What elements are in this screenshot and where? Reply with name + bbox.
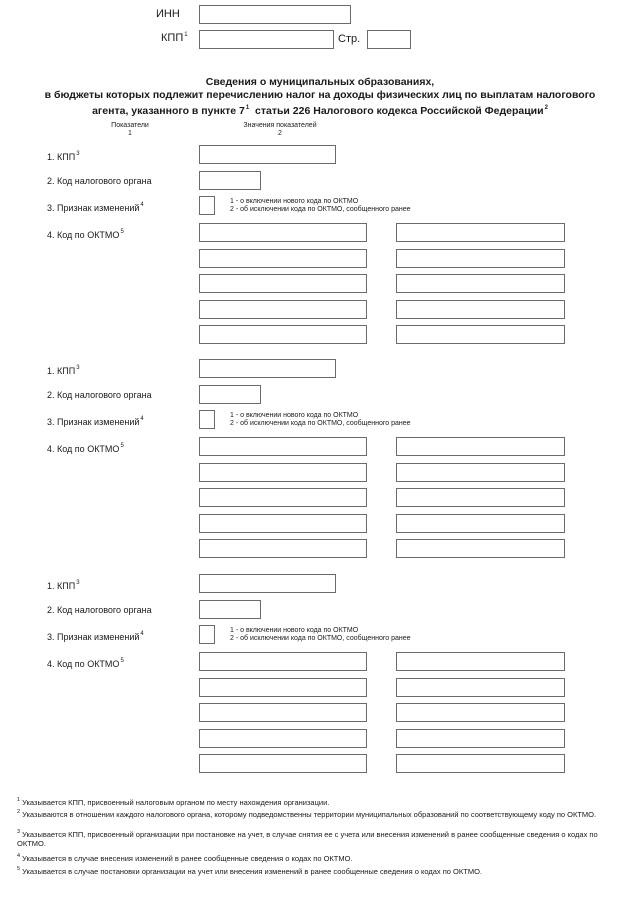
oktmo-field[interactable] [396, 325, 565, 344]
oktmo-field[interactable] [199, 249, 367, 268]
kpp-field[interactable] [199, 574, 336, 593]
oktmo-field[interactable] [396, 703, 565, 722]
footnote: $^1$ Указывается КПП, присвоенный налоговым органом по месту нахождения организации. [17, 797, 330, 807]
change-sign-hint: 1 - о включении нового кода по ОКТМО 2 - об исключении кода по ОКТМО, сообщенного ранее [230, 198, 411, 213]
form-title-line3: агента, указанного в пункте $7^1$ статьи 226 Налогового кодекса Российской Федерации$^2$ [92, 105, 548, 117]
tax-authority-code-label: 2. Код налогового органа [47, 390, 152, 400]
oktmo-field[interactable] [396, 437, 565, 456]
oktmo-field[interactable] [199, 652, 367, 671]
tax-authority-code-field[interactable] [199, 385, 261, 404]
tax-authority-code-field[interactable] [199, 171, 261, 190]
footnote: $^4$ Указывается в случае внесения изменений в ранее сообщенные сведения о кодах по ОКТМО. [17, 853, 353, 863]
oktmo-field[interactable] [199, 463, 367, 482]
change-sign-field[interactable] [199, 625, 215, 644]
tax-authority-code-label: 2. Код налогового органа [47, 176, 152, 186]
footnote: $^2$ Указываются в отношении каждого налогового органа, которому подведомственны территории муниципальных образований по соответствующему коду по ОКТМО. [17, 809, 597, 819]
change-sign-label: 3. Признак изменений$^4$ [47, 631, 144, 642]
column-indicators-header: Показатели 1 [111, 122, 149, 137]
oktmo-field[interactable] [396, 249, 565, 268]
oktmo-field[interactable] [199, 539, 367, 558]
oktmo-field[interactable] [396, 488, 565, 507]
kpp-label: 1. КПП$^3$ [47, 365, 80, 376]
kpp-label: 1. КПП$^3$ [47, 151, 80, 162]
oktmo-field[interactable] [396, 463, 565, 482]
oktmo-field[interactable] [199, 729, 367, 748]
inn-field[interactable] [199, 5, 351, 24]
oktmo-field[interactable] [199, 325, 367, 344]
oktmo-field[interactable] [199, 437, 367, 456]
kpp-field[interactable] [199, 145, 336, 164]
change-sign-hint: 1 - о включении нового кода по ОКТМО 2 - об исключении кода по ОКТМО, сообщенного ранее [230, 627, 411, 642]
form-title-line2: в бюджеты которых подлежит перечислению налог на доходы физических лиц по выплатам налогового [44, 89, 596, 101]
oktmo-field[interactable] [199, 678, 367, 697]
inn-label: ИНН [156, 8, 180, 20]
oktmo-field[interactable] [199, 274, 367, 293]
oktmo-field[interactable] [396, 652, 565, 671]
page-number-field[interactable] [367, 30, 411, 49]
change-sign-label: 3. Признак изменений$^4$ [47, 416, 144, 427]
form-title-line1: Сведения о муниципальных образованиях, [205, 76, 435, 88]
footnote: $^3$ Указывается КПП, присвоенный организации при постановке на учет, в случае снятия ее с учета или внесения изменений в ранее сообщенные сведения о кодах по ОКТМО. [17, 829, 598, 848]
oktmo-field[interactable] [199, 300, 367, 319]
oktmo-field[interactable] [396, 729, 565, 748]
oktmo-field[interactable] [396, 274, 565, 293]
oktmo-field[interactable] [396, 754, 565, 773]
change-sign-field[interactable] [199, 410, 215, 429]
change-sign-field[interactable] [199, 196, 215, 215]
change-sign-label: 3. Признак изменений$^4$ [47, 202, 144, 213]
footnote: $^5$ Указывается в случае постановки организации на учет или внесения изменений в ранее сообщенные сведения о кодах по ОКТМО. [17, 866, 483, 876]
kpp-header-label: КПП$^1$ [161, 32, 188, 44]
oktmo-label: 4. Код по ОКТМО$^5$ [47, 658, 124, 669]
kpp-header-field[interactable] [199, 30, 334, 49]
oktmo-field[interactable] [199, 488, 367, 507]
oktmo-field[interactable] [396, 514, 565, 533]
oktmo-field[interactable] [396, 539, 565, 558]
column-values-header: Значения показателей 2 [243, 122, 317, 137]
oktmo-field[interactable] [199, 514, 367, 533]
oktmo-label: 4. Код по ОКТМО$^5$ [47, 229, 124, 240]
oktmo-field[interactable] [396, 223, 565, 242]
kpp-label: 1. КПП$^3$ [47, 580, 80, 591]
oktmo-field[interactable] [199, 703, 367, 722]
oktmo-field[interactable] [396, 678, 565, 697]
kpp-field[interactable] [199, 359, 336, 378]
tax-authority-code-field[interactable] [199, 600, 261, 619]
change-sign-hint: 1 - о включении нового кода по ОКТМО 2 - об исключении кода по ОКТМО, сообщенного ранее [230, 412, 411, 427]
page-label: Стр. [338, 33, 361, 45]
oktmo-label: 4. Код по ОКТМО$^5$ [47, 443, 124, 454]
oktmo-field[interactable] [396, 300, 565, 319]
oktmo-field[interactable] [199, 223, 367, 242]
oktmo-field[interactable] [199, 754, 367, 773]
tax-authority-code-label: 2. Код налогового органа [47, 605, 152, 615]
